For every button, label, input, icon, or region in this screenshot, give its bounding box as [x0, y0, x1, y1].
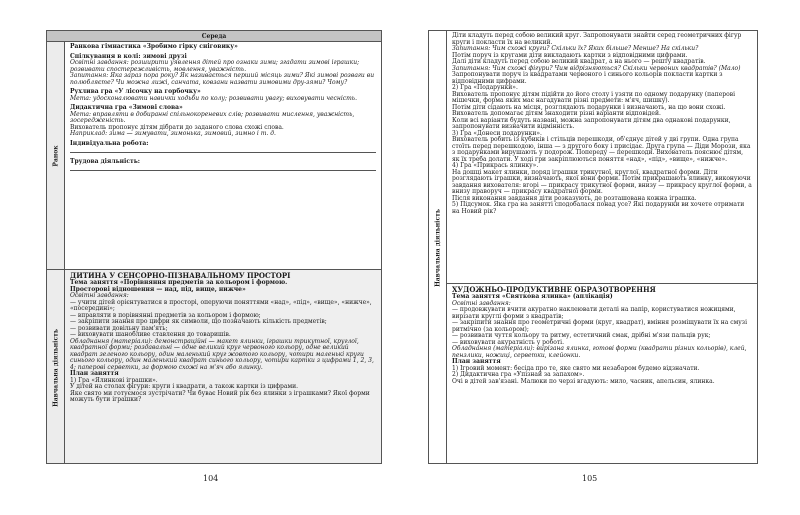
- text-line: Потім діти сідають на місця, розглядають подарунки і визначають, на що вони схожі. Вихователь допомагає дітям знаходити різні варіанти відповідей.: [452, 103, 726, 117]
- subheading: Індивідуальна робота:: [70, 139, 149, 147]
- subheading: Тема заняття «Святкова ялинка» (аплікація): [452, 293, 613, 300]
- text-line: Мета: вправляти в добиранні спільнокореневих слів; розвивати мислення, уважність, зосередженість.: [70, 110, 355, 124]
- text-line: — виховувати шанобливе ставлення до товаришів.: [70, 331, 231, 338]
- section-heading: ДИТИНА У СЕНСОРНО-ПІЗНАВАЛЬНОМУ ПРОСТОРІ: [70, 271, 291, 280]
- text-line: — закріпити знання про цифри як символи, що позначають кількість предметів;: [70, 318, 327, 325]
- art-text: [452, 286, 752, 385]
- section-heading: ХУДОЖНЬО-ПРОДУКТИВНЕ ОБРАЗОТВОРЕННЯ: [452, 285, 656, 294]
- activity-label-right: Навчальна діяльність: [434, 209, 441, 287]
- fill-in-row: [70, 147, 376, 156]
- fill-in-line: [70, 147, 376, 153]
- text-line: Запропонувати поруч із квадратами червоного і синього кольорів покласти картки з відповідними цифрами.: [452, 71, 723, 85]
- morning-label: Ранок: [52, 144, 59, 167]
- text-line: Діти кладуть перед собою великий круг. Запропонувати знайти серед геометричних фігур круги і покласти їх на великий.: [452, 32, 742, 46]
- subheading: План заняття: [70, 370, 119, 377]
- subheading: Тема заняття «Порівняння предметів за кольором і формою.: [70, 279, 288, 286]
- page-number-right: 105: [582, 474, 598, 483]
- text-line: — закріпити знання про геометричні форми (круг, квадрат), вміння розміщувати їх на смузі ритмічно (за кольором);: [452, 319, 747, 333]
- left-plan-table: [46, 30, 382, 464]
- text-line: 1) Гра «Ялинкові іграшки».: [70, 376, 158, 384]
- fill-in-line: [70, 165, 376, 171]
- text-line: Вихователь робить із кубиків і стільців перешкоди, об'єднує дітей у дві групи. Одна група стоїть перед перешкодою, інша — з другого боку і присідає. Друга група — Діди Морози, яка з подарунками вирушають у подорож. Попереду — перешкоди. Вихователь пояснює дітям, як їх треба долати. У ході гри закріплюються поняття «над», «під», «вище», «нижче».: [452, 136, 751, 163]
- text-line: — розвивати чуття кольору та ритму, естетичний смак, дрібні м'язи пальців рук;: [452, 332, 711, 339]
- activity-continued-text: [452, 33, 752, 215]
- text-line: Мета: удосконалювати навички ходьби по колу; розвивати увагу; виховувати чесність.: [70, 94, 357, 102]
- subheading: Рухлива гра «У лісочку на горбочку»: [70, 88, 201, 95]
- subheading: Дидактична гра «Зимові слова»: [70, 104, 183, 111]
- activity-side-column-right: [429, 31, 447, 464]
- text-line: 2) Гра «Подарунки».: [452, 84, 518, 91]
- text-line: Потім поруч із кругами діти викладають картки з відповідними цифрами.: [452, 51, 688, 59]
- text-line: Запитання: Чим схожі фігури? Чим відрізняються? Скільки червоних квадратів? (Мало): [452, 64, 741, 72]
- activity-side-column: [47, 270, 65, 464]
- text-line: — вправляти в порівнянні предметів за кольором і формою;: [70, 311, 261, 319]
- art-section: [447, 284, 757, 464]
- text-line: 5) Підсумок. Яка гра на занятті сподобалася понад усе? Які подарунки ви хочете отримати на Новий рік?: [452, 201, 745, 215]
- activity-label: Навчальна діяльність: [52, 328, 59, 407]
- text-line: Обладнання (матеріали): вирізана ялинка, готові форми (квадрати різних кольорів), клей, пензлики, ножиці, серветки, клейонки.: [452, 345, 747, 359]
- text-line: Очі в дітей зав'язані. Малюки по черзі вгадують: мило, часник, апельсин, ялинка.: [452, 377, 715, 385]
- text-line: Освітні завдання:: [70, 292, 129, 299]
- text-line: 2) Дидактична гра «Упізнай за запахом».: [452, 371, 585, 378]
- text-line: На дошці макет ялинки, поряд іграшки трикутної, круглої, квадратної форми. Діти розглядають іграшки, визначають, якої вони форми. Потім прикрашають ялинку, виконуючи завдання вихователя: вгорі — прикрасу трикутної форми, внизу — прикрасу круглої форми, а внизу праворуч — прикрасу квадратної форми.: [452, 168, 752, 195]
- text-line: Коли всі варіанти будуть названі, можна запропонувати дітям два однакові подарунки, запропонувати визначити відмінність.: [452, 116, 731, 130]
- page-number-left: 104: [203, 474, 219, 483]
- text-line: Освітні завдання:: [452, 299, 511, 307]
- text-line: Після виконання завдання діти розказують, де розташована кожна іграшка.: [452, 194, 697, 202]
- text-line: Наприклад: зима — зимувати, зимонька, зимовий, зимно і т. д.: [70, 130, 276, 137]
- text-line: Вихователь пропонує дітям підійти до його столу і узяти по одному подарунку (паперові мішечки, форма яких має нагадувати різні предмети: м'яч, шишку).: [452, 90, 735, 104]
- morning-side-column: [47, 42, 65, 269]
- right-plan-table: [428, 30, 758, 464]
- fill-in-row: [70, 165, 376, 174]
- subheading: План заняття: [452, 358, 501, 365]
- activity-section: [65, 270, 381, 464]
- text-line: Вихователь пропонує дітям дібрати до заданого слова схожі слова.: [70, 123, 284, 131]
- morning-text: [70, 44, 376, 174]
- day-header: Середа: [47, 31, 381, 42]
- subheading: Трудова діяльність:: [70, 157, 140, 165]
- activity-continued-section: [447, 31, 757, 283]
- morning-section: [65, 42, 381, 269]
- text-line: Освітні завдання: розширити уявлення дітей про ознаки зими; згадати зимові іграшки; розвивати спостережливість, мовлення, уважність.: [70, 59, 360, 73]
- text-line: — виховувати акуратність у роботі.: [452, 338, 564, 346]
- text-line: Далі діти кладуть перед собою великий квадрат, а на нього — решту квадратів.: [452, 58, 706, 65]
- text-line: — продовжувати вчити акуратно наклеювати деталі на папір, користуватися ножицями, вирізати круглі форми з квадратів;: [452, 306, 736, 320]
- text-line: 1) Ігровий момент: бесіда про те, яке свято ми незабаром будемо відзначати.: [452, 364, 700, 372]
- subheading: Спілкування в колі: зимові друзі: [70, 52, 187, 60]
- activity-text: [70, 272, 376, 404]
- text-line: 3) Гра «Донеси подарунки».: [452, 129, 542, 137]
- subheading: Ранкова гімнастика «Зробимо гірку сніговику»: [70, 43, 238, 50]
- text-line: Запитання: Чим схожі круги? Скільки їх? Яких більше? Менше? На скільки?: [452, 45, 699, 52]
- right-page: [400, 0, 800, 515]
- text-line: — учити дітей орієнтуватися в просторі, оперуючи поняттями «над», «під», «вище», «нижче», «посередині»;: [70, 298, 372, 312]
- text-line: Обладнання (матеріали): демонстраційні — макет ялинки, іграшки трикутної, круглої, квадратної форми; роздавальні — одне великий круг червоного кольору, одне великий квадрат зеленого кольору, один маленький круг жовтого кольору, чотири маленькі круги синього кольору, один маленький квадрат синього кольору, чотири картки з цифрами 1, 2, 3, 4; паперові серветки, за формою схожі на м'яч або ялинку.: [70, 337, 374, 371]
- text-line: Запитання: Яка зараз пора року? Як називається перший місяць зими? Які зимові розваги ви полюбляєте? Чи можна лижі, санчата, ковзани назвати зимовими дру-зями? Чому?: [70, 72, 375, 86]
- text-line: Яке свято ми готуємося зустрічати? Чи буває Новий рік без ялинки з іграшками? Якої форми можуть бути іграшки?: [70, 389, 370, 403]
- text-line: У дітей на столах фігури: круги і квадрати, а також картки із цифрами.: [70, 383, 299, 390]
- subheading: Просторові відношення — над, під, вище, нижче»: [70, 285, 246, 293]
- text-line: 4) Гра «Прикрась ялинку».: [452, 162, 539, 169]
- text-line: — розвивати довільну пам'ять;: [70, 324, 168, 332]
